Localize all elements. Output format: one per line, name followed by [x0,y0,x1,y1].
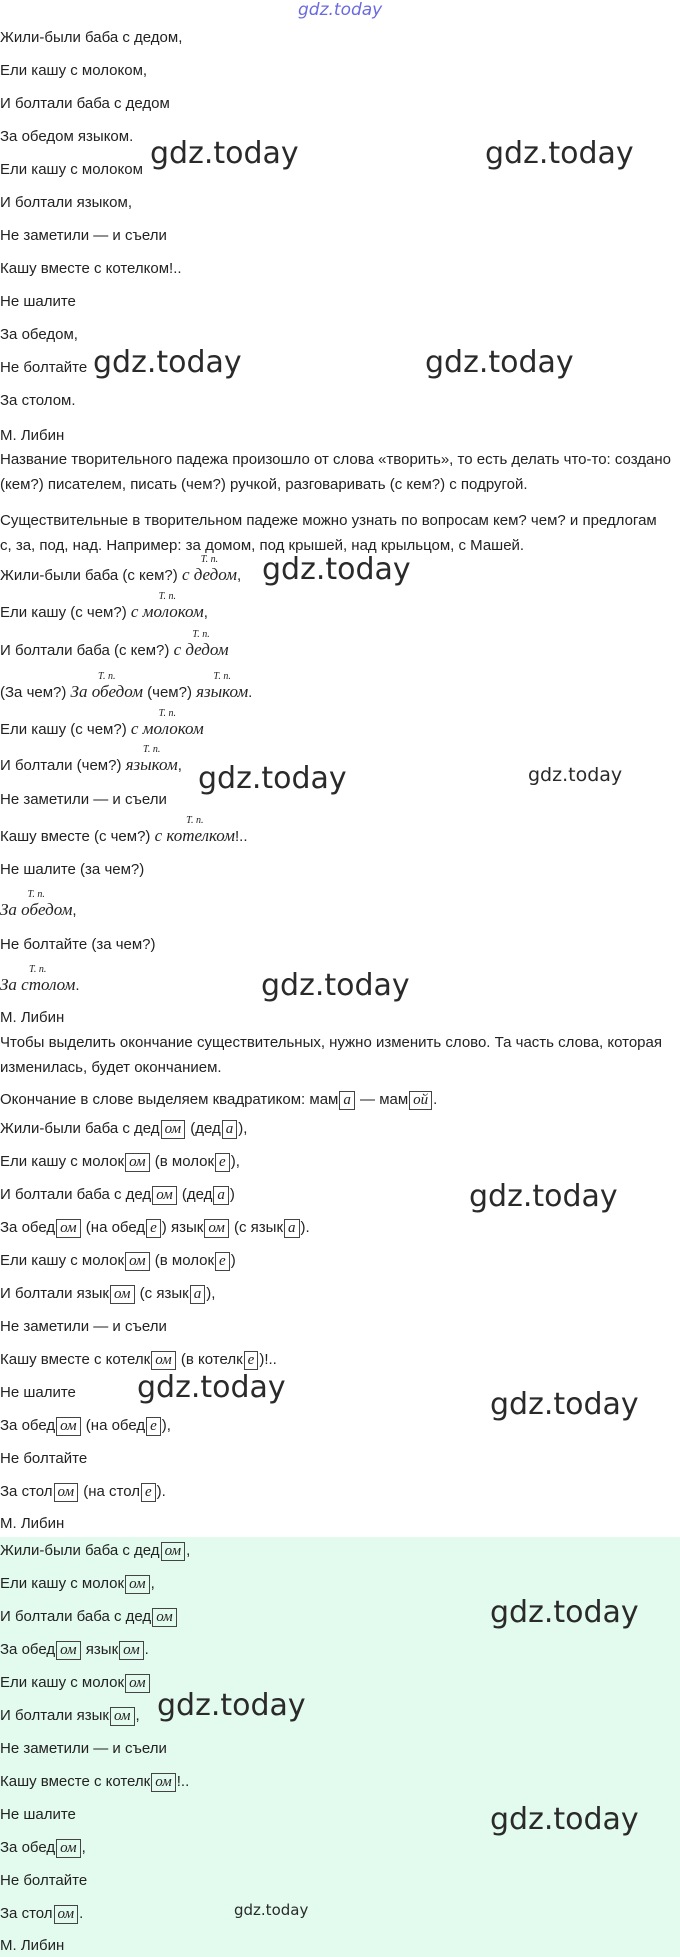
poem-line: Не болтайте (за чем?) [0,936,156,953]
poem-line: Не шалите [0,1384,76,1401]
ending-box: ой [409,1091,432,1110]
ending-box: ом [152,1608,177,1627]
annotated-word: Т. п. с дедом [173,629,229,659]
ending-box: е [141,1483,156,1502]
annotated-word: Т. п. языком [196,671,249,701]
poem-line: За стол ом (на стол е ). [0,1483,166,1500]
watermark: gdz.today [93,345,242,380]
poem-line: Не заметили — и съели [0,1318,167,1335]
poem-author: М. Либин [0,1515,65,1532]
watermark: gdz.today [490,1802,639,1837]
ending-box: ом [151,1351,176,1370]
poem-line: Ели кашу с молок ом , [0,1575,155,1592]
poem-line: Не болтайте [0,1450,88,1467]
ending-box: е [215,1153,230,1172]
explanation-paragraph: Существительные в творительном падеже можно узнать по вопросам кем? чем? и предлогам с, за, под, над. Например: за домом, под крышей, над крыльцом, с Машей. [0,512,657,554]
poem-author: М. Либин [0,1937,65,1954]
ending-box: е [146,1219,161,1238]
ending-box: ом [54,1483,79,1502]
poem-line: Жили-были баба (с кем?) Т. п. с дедом, [0,554,242,584]
poem-line: (За чем?) Т. п. За обедом (чем?) Т. п. языком. [0,671,253,701]
annotated-word: Т. п. За обедом [70,671,143,701]
ending-box: а [339,1091,355,1110]
ending-box: ом [56,1641,81,1660]
poem-line: И болтали баба (с кем?) Т. п. с дедом [0,629,229,659]
poem-line: За обед ом (на обед е ), [0,1417,171,1434]
poem-line: Кашу вместе с котелк ом !.. [0,1773,190,1790]
annotated-word: Т. п. с котелком [154,815,236,845]
poem-line: И болтали языком, [0,194,132,211]
ending-box: ом [110,1285,135,1304]
poem-line: Не заметили — и съели [0,227,167,244]
poem-line: Ели кашу с молоком [0,161,143,178]
ending-box: ом [54,1905,79,1924]
poem-line: Кашу вместе (с чем?) Т. п. с котелком!.. [0,815,248,845]
ending-box: ом [125,1575,150,1594]
poem-line: Т. п. За обедом, [0,889,77,919]
annotated-word: Т. п. с молоком [130,591,204,621]
annotated-word: Т. п. За столом [0,964,76,994]
explanation-paragraph: Чтобы выделить окончание существительных, нужно изменить слово. Та часть слова, которая изменилась, будет окончанием. [0,1034,662,1076]
watermark: gdz.today [485,136,634,171]
watermark: gdz.today [490,1387,639,1422]
poem-line: Не болтайте [0,359,88,376]
annotated-word: Т. п. с молоком [130,708,204,738]
watermark: gdz.today [469,1179,618,1214]
explanation-paragraph: Название творительного падежа произошло от слова «творить», то есть делать что-то: создано (кем?) писателем, писать (чем?) ручкой, разговаривать (с кем?) с подругой. [0,451,671,493]
poem-author: М. Либин [0,1009,65,1026]
watermark: gdz.today [234,1901,309,1919]
ending-box: ом [125,1252,150,1271]
poem-line: И болтали баба с дед ом (дед а ) [0,1186,235,1203]
site-logo: gdz.today [298,0,383,20]
ending-box: е [244,1351,259,1370]
watermark: gdz.today [157,1688,306,1723]
poem-line: Т. п. За столом. [0,964,80,994]
ending-box: ом [151,1773,176,1792]
poem-line: За стол ом . [0,1905,84,1922]
ending-box: ом [56,1219,81,1238]
watermark: gdz.today [528,764,623,786]
poem-line: За обед ом (на обед е ) язык ом (с язык а ). [0,1219,310,1236]
poem-line: Ели кашу с молок ом (в молок е ), [0,1153,240,1170]
poem-line: Ели кашу с молок ом (в молок е ) [0,1252,236,1269]
poem-line: И болтали баба с дед ом [0,1607,178,1627]
poem-line: Не шалите (за чем?) [0,861,145,878]
watermark: gdz.today [150,136,299,171]
ending-box: е [146,1417,161,1436]
poem-line: Не шалите [0,1806,76,1823]
watermark: gdz.today [490,1595,639,1630]
ending-box: а [213,1186,229,1205]
poem-line: За обедом языком. [0,128,134,145]
ending-box: ом [125,1674,150,1693]
poem-line: За обед ом язык ом . [0,1641,149,1658]
poem-line: Ели кашу с молоком, [0,62,148,79]
poem-line: Жили-были баба с дед ом , [0,1542,191,1559]
poem-author: М. Либин [0,427,65,444]
annotated-word: Т. п. За обедом [0,889,73,919]
poem-line: Не болтайте [0,1872,88,1889]
ending-box: ом [110,1707,135,1726]
poem-line: Не шалите [0,293,76,310]
annotated-word: Т. п. с дедом [181,554,237,584]
ending-box: ом [152,1186,177,1205]
poem-line: Жили-были баба с дед ом (дед а ), [0,1120,248,1137]
poem-line: И болтали (чем?) Т. п. языком, [0,744,182,774]
poem-line: Не заметили — и съели [0,1740,167,1757]
ending-box: ом [125,1153,150,1172]
poem-line: За обедом, [0,326,78,343]
poem-line: Ели кашу (с чем?) Т. п. с молоком, [0,591,208,621]
poem-line: Не заметили — и съели [0,791,167,808]
ending-box: ом [119,1641,144,1660]
ending-box: ом [161,1542,186,1561]
poem-line: Ели кашу с молок ом [0,1673,151,1693]
annotated-word: Т. п. языком [125,744,178,774]
poem-line: За столом. [0,392,76,409]
poem-line: Кашу вместе с котелком!.. [0,260,182,277]
watermark: gdz.today [262,552,411,587]
watermark: gdz.today [261,968,410,1003]
poem-line: За обед ом , [0,1839,86,1856]
poem-line: И болтали баба с дедом [0,95,170,112]
explanation-paragraph: Окончание в слове выделяем квадратиком: мам а — мам ой . [0,1091,438,1108]
poem-line: Ели кашу (с чем?) Т. п. с молоком [0,708,204,738]
ending-box: ом [56,1417,81,1436]
ending-box: а [222,1120,238,1139]
watermark: gdz.today [425,345,574,380]
poem-line: Кашу вместе с котелк ом (в котелк е )!.. [0,1351,277,1368]
ending-box: ом [161,1120,186,1139]
ending-box: ом [204,1219,229,1238]
watermark: gdz.today [137,1370,286,1405]
poem-line: Жили-были баба с дедом, [0,29,183,46]
poem-line: И болтали язык ом (с язык а ), [0,1285,216,1302]
ending-box: е [215,1252,230,1271]
ending-box: а [190,1285,206,1304]
poem-line: И болтали язык ом , [0,1707,140,1724]
ending-box: ом [56,1839,81,1858]
ending-box: а [284,1219,300,1238]
watermark: gdz.today [198,761,347,796]
